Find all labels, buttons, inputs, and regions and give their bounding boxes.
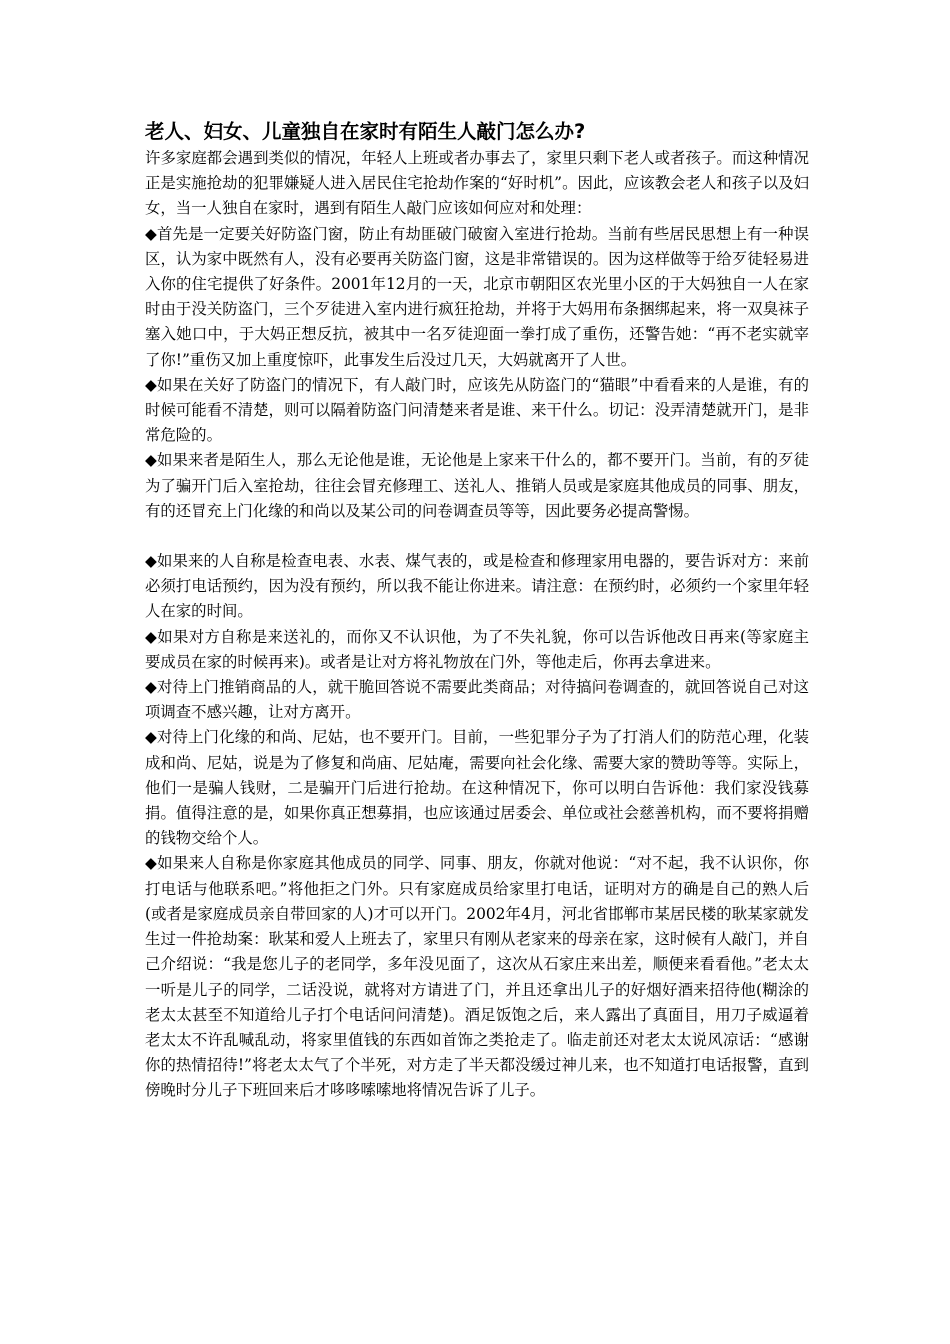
intro-paragraph: 许多家庭都会遇到类似的情况，年轻人上班或者办事去了，家里只剩下老人或者孩子。而这种情况正是实施抢劫的犯罪嫌疑人进入居民住宅抢劫作案的“好时机”。因此，应该教会老人和孩子以及妇女，当一人独自在家时，遇到有陌生人敲门应该如何应对和处理： xyxy=(145,149,809,218)
tip-peephole-paragraph: ◆如果在关好了防盗门的情况下，有人敲门时，应该先从防盗门的“猫眼”中看看来的人是谁，有的时候可能看不清楚，则可以隔着防盗门问清楚来者是谁、来干什么。切记：没弄清楚就开门，是非常危险的。 xyxy=(145,375,809,445)
tip-stranger-paragraph: ◆如果来者是陌生人，那么无论他是谁，无论他是上家来干什么的，都不要开门。当前，有的歹徒为了骗开门后入室抢劫，往往会冒充修理工、送礼人、推销人员或是家庭其他成员的同事、朋友，有的还冒充上门化缘的和尚以及某公司的问卷调查员等等，因此要务必提高警惕。 xyxy=(145,451,809,520)
tip-close-doors-paragraph: ◆首先是一定要关好防盗门窗，防止有劫匪破门破窗入室进行抢劫。当前有些居民思想上有一种误区，认为家中既然有人，没有必要再关防盗门窗，这是非常错误的。因为这样做等于给歹徒轻易进入你的住宅提供了好条件。2001年12月的一天，北京市朝阳区农光里小区的于大妈独自一人在家时由于没关防盗门，三个歹徒进入室内进行疯狂抢劫，并将于大妈用布条捆绑起来，将一双臭袜子塞入她口中，于大妈正想反抗，被其中一名歹徒迎面一拳打成了重伤，还警告她：“再不老实就宰了你!”重伤又加上重度惊吓，此事发生后没过几天，大妈就离开了人世。 xyxy=(145,224,809,369)
tip-gift-paragraph: ◆如果对方自称是来送礼的，而你又不认识他，为了不失礼貌，你可以告诉他改日再来(等家庭主要成员在家的时候再来)。或者是让对方将礼物放在门外，等他走后，你再去拿进来。 xyxy=(145,627,809,671)
tip-acquaintance-paragraph: ◆如果来人自称是你家庭其他成员的同学、同事、朋友，你就对他说：“对不起，我不认识你，你打电话与他联系吧。”将他拒之门外。只有家庭成员给家里打电话，证明对方的确是自己的熟人后(或者是家庭成员亲自带回家的人)才可以开门。2002年4月，河北省邯郸市某居民楼的耿某家就发生过一件抢劫案：耿某和爱人上班去了，家里只有刚从老家来的母亲在家，这时候有人敲门，并自己介绍说：“我是您儿子的老同学，多年没见面了，这次从石家庄来出差，顺便来看看他。”老太太一听是儿子的同学，二话没说，就将对方请进了门，并且还拿出儿子的好烟好酒来招待他(糊涂的老太太甚至不知道给儿子打个电话问问清楚)。酒足饭饱之后，来人露出了真面目，用刀子威逼着老太太不许乱喊乱动，将家里值钱的东西如首饰之类抢走了。临走前还对老太太说风凉话：“感谢你的热情招待!”将老太太气了个半死，对方走了半天都没缓过神儿来，也不知道打电话报警，直到傍晚时分儿子下班回来后才哆哆嗦嗦地将情况告诉了儿子。 xyxy=(145,854,809,1100)
document-page xyxy=(145,118,809,1104)
tip-monk-paragraph: ◆对待上门化缘的和尚、尼姑，也不要开门。目前，一些犯罪分子为了打消人们的防范心理，化装成和尚、尼姑，说是为了修复和尚庙、尼姑庵，需要向社会化缘、需要大家的赞助等等。实际上，他们一是骗人钱财，二是骗开门后进行抢劫。在这种情况下，你可以明白告诉他：我们家没钱募捐。值得注意的是，如果你真正想募捐，也应该通过居委会、单位或社会慈善机构，而不要将捐赠的钱物交给个人。 xyxy=(145,728,809,848)
document-title: 老人、妇女、儿童独自在家时有陌生人敲门怎么办? xyxy=(145,120,586,143)
paragraph-spacer xyxy=(145,524,809,549)
tip-salesperson-paragraph: ◆对待上门推销商品的人，就干脆回答说不需要此类商品；对待搞问卷调查的，就回答说自己对这项调查不感兴趣，让对方离开。 xyxy=(145,678,809,722)
tip-meter-check-paragraph: ◆如果来的人自称是检查电表、水表、煤气表的，或是检查和修理家用电器的，要告诉对方：来前必须打电话预约，因为没有预约，所以我不能让你进来。请注意：在预约时，必须约一个家里年轻人在家的时间。 xyxy=(145,552,809,621)
